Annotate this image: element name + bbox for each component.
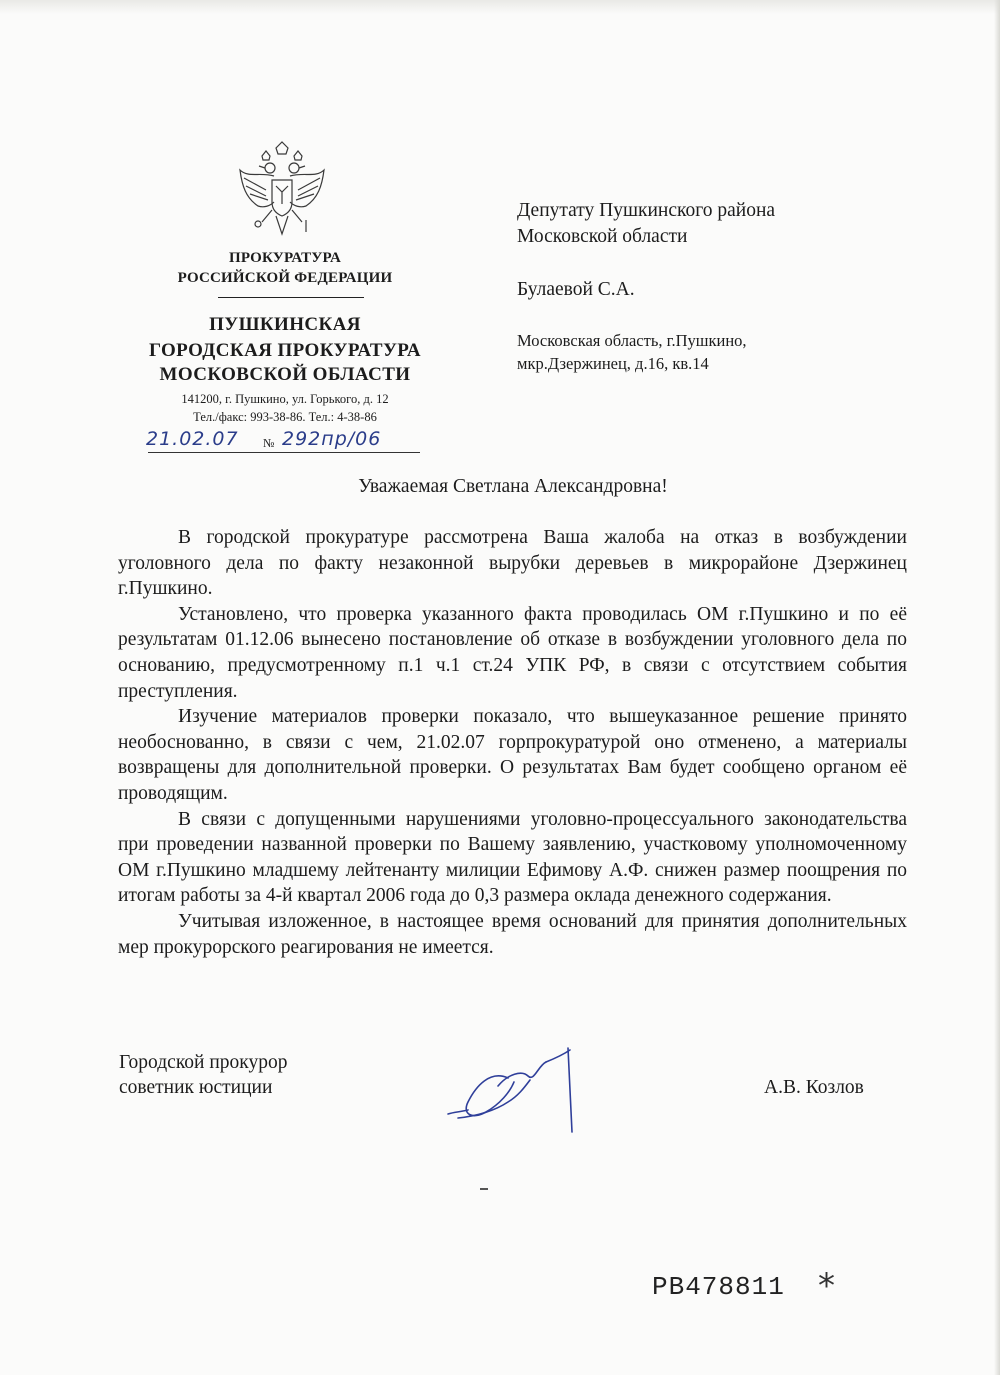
letter-body (118, 525, 907, 960)
paragraph: Изучение материалов проверки показало, что вышеуказанное решение принято необоснованно, в связи с чем, 21.02.07 горпрокуратурой оно отменено, а материалы возвращены для дополнительной проверки. О результатах Вам будет сообщено органом её проводящим. (118, 706, 907, 804)
registration-number: 292пр/06 (282, 428, 382, 450)
org-name-big-3: МОСКОВСКОЙ ОБЛАСТИ (159, 364, 411, 385)
greeting: Уважаемая Светлана Александровна! (358, 476, 668, 497)
registration-number-label: № (263, 436, 275, 450)
scan-mark (480, 1188, 488, 1190)
recipient-address-1: Московская область, г.Пушкино, (517, 331, 747, 350)
header-divider (218, 297, 364, 298)
scan-edge-top (0, 0, 1000, 14)
org-address: 141200, г. Пушкино, ул. Горького, д. 12 (181, 392, 389, 406)
recipient-line-1: Депутату Пушкинского района (517, 200, 776, 221)
recipient-address-2: мкр.Дзержинец, д.16, кв.14 (517, 354, 709, 373)
recipient-line-2: Московской области (517, 226, 688, 247)
paragraph: Установлено, что проверка указанного факта проводилась ОМ г.Пушкино и по её результатам 01.12.06 вынесено постановление об отказе в возбуждении уголовного дела по основанию, предусмотренному п.1 ч.1 ст.24 УПК РФ, в связи с отсутствием события преступления. (118, 603, 907, 702)
org-name-small-1: ПРОКУРАТУРА (228, 250, 342, 266)
signatory-name: А.В. Козлов (764, 1077, 864, 1098)
eagle-emblem-icon (236, 140, 328, 240)
signatory-position-2: советник юстиции (119, 1077, 273, 1098)
org-name-small-2: РОССИЙСКОЙ ФЕДЕРАЦИИ (177, 270, 393, 286)
handwritten-signature-icon (438, 1040, 588, 1140)
org-name-big-1: ПУШКИНСКАЯ (209, 314, 361, 335)
paragraph: В городской прокуратуре рассмотрена Ваша жалоба на отказ в возбуждении уголовного дела по факту незаконной вырубки деревьев в микрорайоне Дзержинец г.Пушкино. (118, 527, 907, 600)
paragraph: Учитывая изложенное, в настоящее время оснований для принятия дополнительных мер прокурорского реагирования не имеется. (118, 910, 907, 958)
registration-line (148, 452, 420, 453)
scan-edge-right (994, 0, 1000, 1375)
form-serial-number: РВ478811 (652, 1272, 785, 1302)
org-name-big-2: ГОРОДСКАЯ ПРОКУРАТУРА (148, 340, 421, 361)
signatory-position-1: Городской прокурор (119, 1052, 288, 1073)
org-phones: Тел./факс: 993-38-86. Тел.: 4-38-86 (193, 410, 377, 424)
serial-star-mark: * (818, 1266, 835, 1306)
registration-date: 21.02.07 (146, 428, 239, 450)
recipient-name: Булаевой С.А. (517, 279, 635, 300)
paragraph: В связи с допущенными нарушениями уголовно-процессуального законодательства при проведении названной проверки по Вашему заявлению, участковому уполномоченному ОМ г.Пушкино младшему лейтенанту милиции Ефимову А.Ф. снижен размер поощрения по итогам работы за 4-й квартал 2006 года до 0,3 размера оклада денежного содержания. (118, 808, 907, 907)
